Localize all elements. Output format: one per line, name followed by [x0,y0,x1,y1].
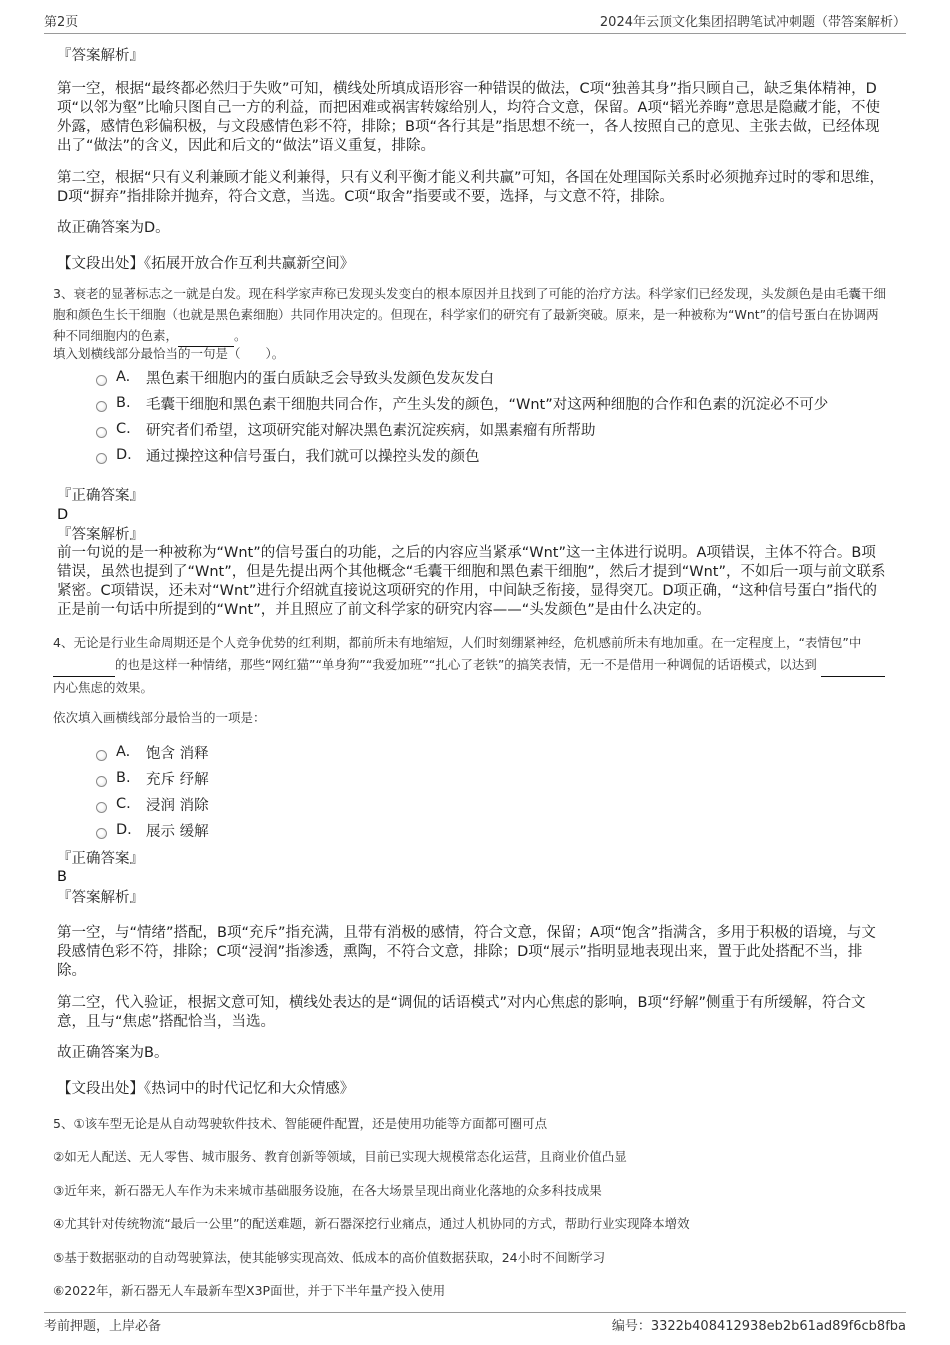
analysis-label: 『答案解析』 [57,527,144,543]
correct-answer-label: 『正确答案』 [57,851,144,867]
analysis-label: 『答案解析』 [57,890,144,906]
radio-button[interactable] [96,828,107,839]
correct-answer: B [57,869,67,885]
analysis-paragraph: 第二空，代入验证，根据文意可知，横线处表达的是“调侃的话语模式”对内心焦虑的影响，B项“纾解”侧重于有所缓解，符合文意，且与“焦虑”搭配恰当，当选。 [57,995,866,1030]
conclusion: 故正确答案为D。 [57,220,170,236]
question-item: ④尤其针对传统物流“最后一公里”的配送难题，新石器深挖行业痛点，通过人机协同的方式，帮助行业实现降本增效 [53,1216,690,1231]
source-title: 《拓展开放合作互利共赢新空间》 [144,256,355,272]
footer-slogan: 考前押题，上岸必备 [44,1319,162,1334]
answer-blank [53,654,115,677]
analysis-paragraph: 第二空，根据“只有义利兼顾才能义利兼得，只有义利平衡才能义利共赢”可知，各国在处理国际关系时必须抛弃过时的零和思维，D项“摒弃”指排除并抛弃，符合文意，当选。C项“取舍”指要或不要，选择，与文意不符，排除。 [57,170,885,205]
source-title: 《热词中的时代记忆和大众情感》 [144,1081,355,1097]
question-prompt: 填入划横线部分最恰当的一句是（ ）。 [53,346,285,361]
option-text: 黑色素干细胞内的蛋白质缺乏会导致头发颜色发灰发白 [146,370,494,387]
source-label: 【文段出处】 [57,1081,144,1097]
analysis-paragraph: 第一空，根据“最终都必然归于失败”可知，横线处所填成语形容一种错误的做法，C项“独善其身”指只顾自己，缺乏集体精神，D项“以邻为壑”比喻只图自己一方的利益，而把困难或祸害转嫁给别人，均符合文意，保留。A项“韬光养晦”意思是隐藏才能，不使外露，感情色彩偏积极，与文段感情色彩不符，排除；B项“各行其是”指思想不统一，各人按照自己的意见、主张去做，已经体现出了“做法”的含义，因此和后文的“做法”语义重复，排除。 [57,81,880,154]
question-item: ③近年来，新石器无人车作为未来城市基础服务设施，在各大场景呈现出商业化落地的众多科技成果 [53,1183,602,1198]
option-d[interactable]: D. 展示 缓解 [96,820,209,840]
radio-button[interactable] [96,453,107,464]
option-a[interactable]: A. 黑色素干细胞内的蛋白质缺乏会导致头发颜色发灰发白 [96,367,494,387]
question-prompt: 依次填入画横线部分最恰当的一项是： [53,710,266,725]
page-header [44,12,906,34]
option-b[interactable]: B. 充斥 纾解 [96,768,209,788]
option-text: 通过操控这种信号蛋白，我们就可以操控头发的颜色 [146,448,480,465]
option-text: 浸润 消除 [146,797,209,814]
radio-button[interactable] [96,750,107,761]
correct-answer-label: 『正确答案』 [57,488,144,504]
question-item: 5、①该车型无论是从自动驾驶软件技术、智能硬件配置，还是使用功能等方面都可圈可点 [53,1116,548,1131]
analysis-paragraph: 第一空，与“情绪”搭配，B项“充斥”指充满，且带有消极的感情，符合文意，保留；A项“饱含”指满含，多用于积极的语境，与文段感情色彩不符，排除；C项“浸润”指渗透，熏陶，不符合文意，排除；D项“展示”指明显地表现出来，置于此处搭配不当，排除。 [57,925,876,979]
radio-button[interactable] [96,375,107,386]
question-item: ⑤基于数据驱动的自动驾驶算法，使其能够实现高效、低成本的高价值数据获取，24小时不间断学习 [53,1250,606,1265]
option-text: 饱含 消释 [146,745,209,762]
radio-button[interactable] [96,802,107,813]
source-reference [57,1080,890,1099]
question-item: ⑥2022年，新石器无人车最新车型X3P面世，并于下半年量产投入使用 [53,1283,446,1298]
option-a[interactable]: A. 饱含 消释 [96,742,209,762]
question-item: ②如无人配送、无人零售、城市服务、教育创新等领域，目前已实现大规模常态化运营，且商业价值凸显 [53,1149,627,1164]
document-serial: 编号：3322b408412938eb2b61ad89f6cb8fba [611,1319,906,1334]
option-text: 研究者们希望，这项研究能对解决黑色素沉淀疾病，如黑素瘤有所帮助 [146,422,596,439]
source-reference [57,255,890,274]
option-c[interactable]: C. 研究者们希望，这项研究能对解决黑色素沉淀疾病，如黑素瘤有所帮助 [96,419,596,439]
radio-button[interactable] [96,401,107,412]
source-label: 【文段出处】 [57,256,144,272]
document-title: 2024年云顶文化集团招聘笔试冲刺题（带答案解析） [599,15,906,30]
option-text: 充斥 纾解 [146,771,209,788]
page-footer [44,1312,906,1334]
question-stem: 3、衰老的显著标志之一就是白发。现在科学家声称已发现头发变白的根本原因并且找到了可能的治疗方法。科学家们已经发现，头发颜色是由毛囊干细胞和颜色生长干细胞（也就是黑色素细胞）共同作用决定的。但现在，科学家们的研究有了最新突破。原来，是一种被称为“Wnt”的信号蛋白在协调两种不同细胞内的色素， 。 [53,283,890,347]
option-b[interactable]: B. 毛囊干细胞和黑色素干细胞共同合作，产生头发的颜色，“Wnt”对这两种细胞的合作和色素的沉淀必不可少 [96,393,828,413]
question-stem: 4、无论是行业生命周期还是个人竞争优势的红利期，都前所未有地缩短，人们时刻绷紧神经，危机感前所未有地加重。在一定程度上，“表情包”中 的也是这样一种情绪，那些“网红猫”“单身狗”“我爱加班”“扎心了老铁”的搞笑表情，无一不是借用一种调侃的话语模式，以达到 内心焦虑的效果。 [53,632,890,699]
option-d[interactable]: D. 通过操控这种信号蛋白，我们就可以操控头发的颜色 [96,445,480,465]
option-text: 毛囊干细胞和黑色素干细胞共同合作，产生头发的颜色，“Wnt”对这两种细胞的合作和色素的沉淀必不可少 [146,396,829,413]
conclusion: 故正确答案为B。 [57,1045,169,1061]
page-number: 第2页 [44,15,79,30]
option-c[interactable]: C. 浸润 消除 [96,794,209,814]
radio-button[interactable] [96,776,107,787]
analysis-label: 『答案解析』 [57,48,144,64]
analysis-paragraph: 前一句说的是一种被称为“Wnt”的信号蛋白的功能，之后的内容应当紧承“Wnt”这一主体进行说明。A项错误，主体不符合。B项错误，虽然也提到了“Wnt”，但是先提出两个其他概念“毛囊干细胞和黑色素干细胞”，然后才提到“Wnt”，不如后一项与前文联系紧密。C项错误，还未对“Wnt”进行介绍就直接说这项研究的作用，中间缺乏衔接，显得突兀。D项正确，“这种信号蛋白”指代的正是前一句话中所提到的“Wnt”，并且照应了前文科学家的研究内容——“头发颜色”是由什么决定的。 [57,545,886,618]
answer-blank [821,654,885,677]
option-text: 展示 缓解 [146,823,209,840]
correct-answer: D [57,507,69,523]
radio-button[interactable] [96,427,107,438]
